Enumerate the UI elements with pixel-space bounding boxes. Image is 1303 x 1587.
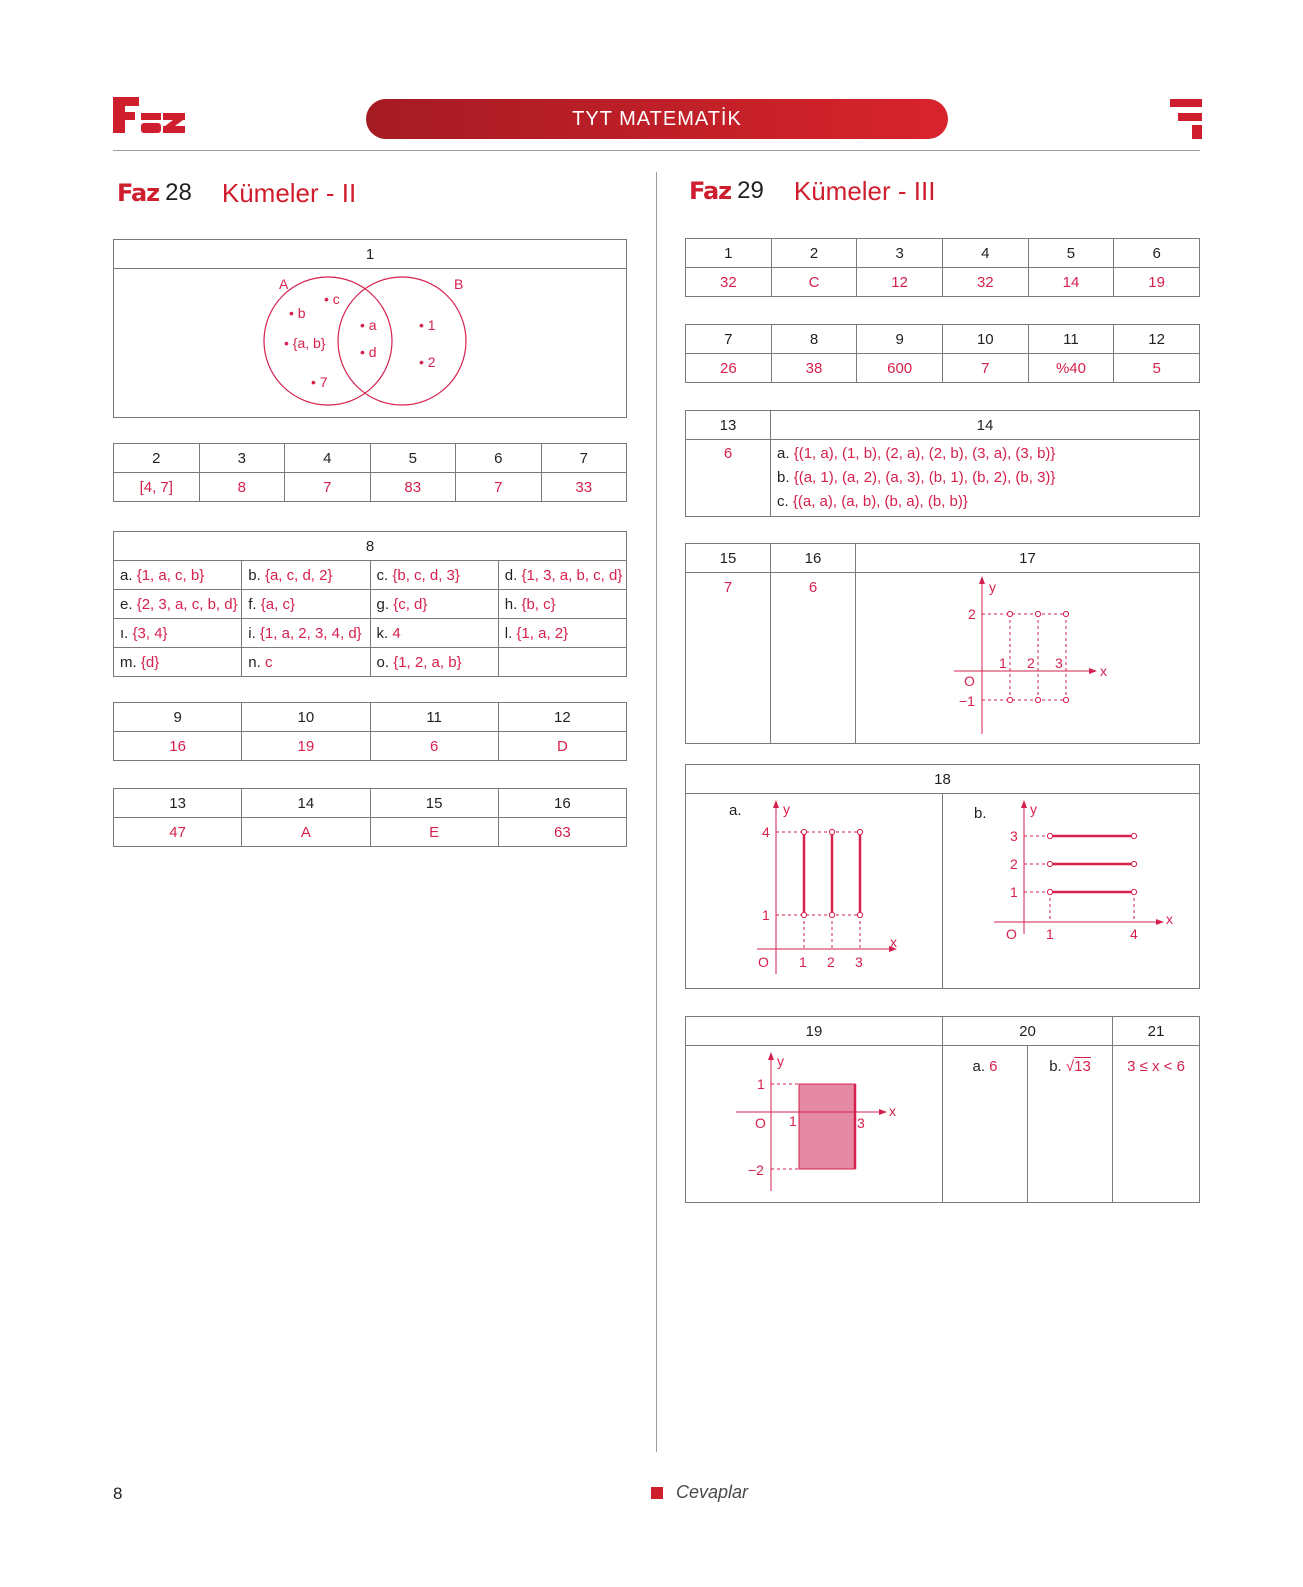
answer-cell: 600 <box>857 354 943 383</box>
question-number: 2 <box>114 444 200 473</box>
x-tick: 1 <box>1045 926 1054 942</box>
answer-cell: 3 ≤ x < 6 <box>1113 1046 1200 1203</box>
answer-cell: 14 <box>1028 268 1114 297</box>
answer-cell: 12 <box>857 268 943 297</box>
question-number: 10 <box>942 325 1028 354</box>
question-number: 15 <box>686 544 771 573</box>
question-number: 1 <box>686 239 772 268</box>
question-number: 3 <box>199 444 285 473</box>
answer-cell: 6 <box>771 573 856 744</box>
graph-q17 <box>857 574 1199 738</box>
y-tick: 1 <box>761 907 770 923</box>
answer-cell: 32 <box>686 268 772 297</box>
venn-diagram <box>114 269 626 413</box>
answer-cell: %40 <box>1028 354 1114 383</box>
answer-cell: 7 <box>942 354 1028 383</box>
section-logo: Faz <box>689 177 732 205</box>
question-number: 11 <box>1028 325 1114 354</box>
answer-cell: C <box>771 268 857 297</box>
x-tick: 2 <box>1026 655 1035 671</box>
question-number: 8 <box>114 532 627 561</box>
venn-element: • a <box>360 317 377 333</box>
question-number: 11 <box>370 703 498 732</box>
answer-item: f. {a, c} <box>242 590 370 619</box>
question-number: 13 <box>686 411 771 440</box>
answer-cell: 33 <box>541 473 627 502</box>
axis-label-x: x <box>1165 911 1173 927</box>
answer-cell: 47 <box>114 818 242 847</box>
part-label: a. <box>728 802 742 819</box>
answer-item: l. {1, a, 2} <box>498 619 626 648</box>
question-number: 16 <box>771 544 856 573</box>
question-number: 4 <box>942 239 1028 268</box>
section-name: Kümeler - II <box>221 177 357 208</box>
question-number: 9 <box>857 325 943 354</box>
set-b-label: B <box>454 276 464 292</box>
answer-cell: 6 <box>370 732 498 761</box>
answer-cell: 32 <box>942 268 1028 297</box>
x-tick: 3 <box>1054 655 1063 671</box>
section-title-29 <box>689 174 935 208</box>
question-number: 10 <box>242 703 370 732</box>
answer-table-q13-14 <box>685 410 1200 517</box>
answer-cell: 63 <box>498 818 626 847</box>
graph-cell <box>856 573 1200 744</box>
venn-element: • 2 <box>419 354 436 370</box>
question-number: 7 <box>541 444 627 473</box>
section-logo: Faz <box>117 179 160 207</box>
answer-item: a. {(1, a), (1, b), (2, a), (2, b), (3, a), (3, b)} <box>777 445 1056 462</box>
y-tick: 3 <box>1009 828 1018 844</box>
answer-item: g. {c, d} <box>370 590 498 619</box>
answer-table-q2-7 <box>113 443 627 502</box>
y-tick: 4 <box>761 824 770 840</box>
axis-label-y: y <box>988 579 996 595</box>
question-number: 14 <box>771 411 1200 440</box>
set-a-label: A <box>279 276 289 292</box>
footer-marker <box>651 1487 663 1499</box>
answer-item: m. {d} <box>114 648 242 677</box>
sqrt-sign: √ <box>1065 1058 1075 1075</box>
column-divider <box>656 172 657 1452</box>
answer-item: h. {b, c} <box>498 590 626 619</box>
answer-table-q1 <box>113 239 627 418</box>
graph-q18a <box>687 794 942 984</box>
answer-item: k. 4 <box>370 619 498 648</box>
answer-cell: 26 <box>686 354 772 383</box>
answer-item: e. {2, 3, a, c, b, d} <box>114 590 242 619</box>
answer-cell: D <box>498 732 626 761</box>
axis-label-x: x <box>889 1103 896 1119</box>
x-tick: 1 <box>798 954 807 970</box>
answer-table-q9-12 <box>113 702 627 761</box>
y-tick: 2 <box>967 606 976 622</box>
question-number: 6 <box>1114 239 1200 268</box>
venn-element: • d <box>360 344 377 360</box>
page-number: 8 <box>113 1484 123 1503</box>
question-number: 21 <box>1113 1017 1200 1046</box>
answer-cell: 7 <box>686 573 771 744</box>
question-number: 5 <box>370 444 456 473</box>
header-title: TYT MATEMATİK <box>366 99 948 139</box>
answer-cell: 8 <box>199 473 285 502</box>
answer-cell: A <box>242 818 370 847</box>
section-title-28 <box>117 176 356 210</box>
brand-corner-mark <box>1170 99 1202 139</box>
answer-item: n. c <box>242 648 370 677</box>
question-number: 15 <box>370 789 498 818</box>
question-number: 19 <box>686 1017 943 1046</box>
axis-label-y: y <box>782 801 790 817</box>
graph-cell <box>943 794 1200 989</box>
answer-cell: 6 <box>686 440 771 517</box>
graph-cell <box>686 794 943 989</box>
origin-label: O <box>757 954 769 970</box>
question-number: 8 <box>771 325 857 354</box>
answer-item: a. {1, a, c, b} <box>114 561 242 590</box>
answer-item: c. {(a, a), (a, b), (b, a), (b, b)} <box>777 493 968 510</box>
answer-cell: E <box>370 818 498 847</box>
question-number: 16 <box>498 789 626 818</box>
graph-q18b <box>944 794 1199 984</box>
question-number: 17 <box>856 544 1200 573</box>
x-tick: 4 <box>1129 926 1138 942</box>
section-name: Kümeler - III <box>793 175 936 206</box>
answer-cell: 7 <box>456 473 542 502</box>
answer-item: i. {1, a, 2, 3, 4, d} <box>242 619 370 648</box>
question-number: 12 <box>498 703 626 732</box>
x-tick: 2 <box>826 954 835 970</box>
x-tick: 1 <box>998 655 1007 671</box>
venn-element: • c <box>324 291 340 307</box>
answer-table-q8 <box>113 531 627 677</box>
answer-cell: b. √13 <box>1028 1046 1113 1203</box>
question-number: 14 <box>242 789 370 818</box>
axis-label-y: y <box>777 1053 784 1069</box>
question-number: 1 <box>114 240 627 269</box>
answer-table-q1-6 <box>685 238 1200 297</box>
venn-cell <box>114 269 627 418</box>
x-tick: 3 <box>857 1115 865 1131</box>
answer-table-q18 <box>685 764 1200 989</box>
graph-cell <box>686 1046 943 1203</box>
answer-cell: 83 <box>370 473 456 502</box>
y-tick: −1 <box>958 693 975 709</box>
question-number: 20 <box>943 1017 1113 1046</box>
answer-cell: 5 <box>1114 354 1200 383</box>
answer-cell: 19 <box>242 732 370 761</box>
x-tick: 1 <box>789 1113 797 1129</box>
answer-table-q7-12 <box>685 324 1200 383</box>
question-number: 9 <box>114 703 242 732</box>
answer-cell: a. 6 <box>943 1046 1028 1203</box>
header-divider <box>113 150 1200 151</box>
answer-table-q19-21 <box>685 1016 1200 1203</box>
answer-item: b. {(a, 1), (a, 2), (a, 3), (b, 1), (b, 2), (b, 3)} <box>777 469 1056 486</box>
section-number: 29 <box>737 177 764 204</box>
question-number: 13 <box>114 789 242 818</box>
x-tick: 3 <box>854 954 863 970</box>
venn-element: • {a, b} <box>284 335 326 351</box>
footer-label: Cevaplar <box>676 1482 749 1502</box>
question-number: 18 <box>686 765 1200 794</box>
answer-cell: 19 <box>1114 268 1200 297</box>
answer-cell: 7 <box>285 473 371 502</box>
graph-q19 <box>686 1046 943 1198</box>
y-tick: 1 <box>757 1076 765 1092</box>
axis-label-y: y <box>1029 801 1037 817</box>
answer-item-empty <box>498 648 626 677</box>
answer-item: o. {1, 2, a, b} <box>370 648 498 677</box>
venn-element: • b <box>289 305 306 321</box>
answer-list <box>771 440 1200 517</box>
part-label: b. <box>973 805 987 822</box>
brand-logo <box>113 93 185 137</box>
answer-cell: 38 <box>771 354 857 383</box>
origin-label: O <box>755 1115 766 1131</box>
question-number: 3 <box>857 239 943 268</box>
question-number: 6 <box>456 444 542 473</box>
answer-table-q13-16 <box>113 788 627 847</box>
y-tick: 1 <box>1009 884 1018 900</box>
question-number: 12 <box>1114 325 1200 354</box>
origin-label: O <box>1005 926 1017 942</box>
answer-cell: [4, 7] <box>114 473 200 502</box>
axis-label-x: x <box>889 934 897 950</box>
question-number: 7 <box>686 325 772 354</box>
question-number: 5 <box>1028 239 1114 268</box>
answer-cell: 16 <box>114 732 242 761</box>
y-tick: 2 <box>1009 856 1018 872</box>
question-number: 2 <box>771 239 857 268</box>
answer-table-q15-17 <box>685 543 1200 744</box>
venn-element: • 7 <box>311 374 328 390</box>
y-tick: −2 <box>748 1162 764 1178</box>
answer-item: ı. {3, 4} <box>114 619 242 648</box>
axis-label-x: x <box>1099 663 1107 679</box>
answer-item: d. {1, 3, a, b, c, d} <box>498 561 626 590</box>
answer-item: c. {b, c, d, 3} <box>370 561 498 590</box>
origin-label: O <box>963 673 975 689</box>
question-number: 4 <box>285 444 371 473</box>
answer-item: b. {a, c, d, 2} <box>242 561 370 590</box>
venn-element: • 1 <box>419 317 436 333</box>
section-number: 28 <box>165 179 192 206</box>
